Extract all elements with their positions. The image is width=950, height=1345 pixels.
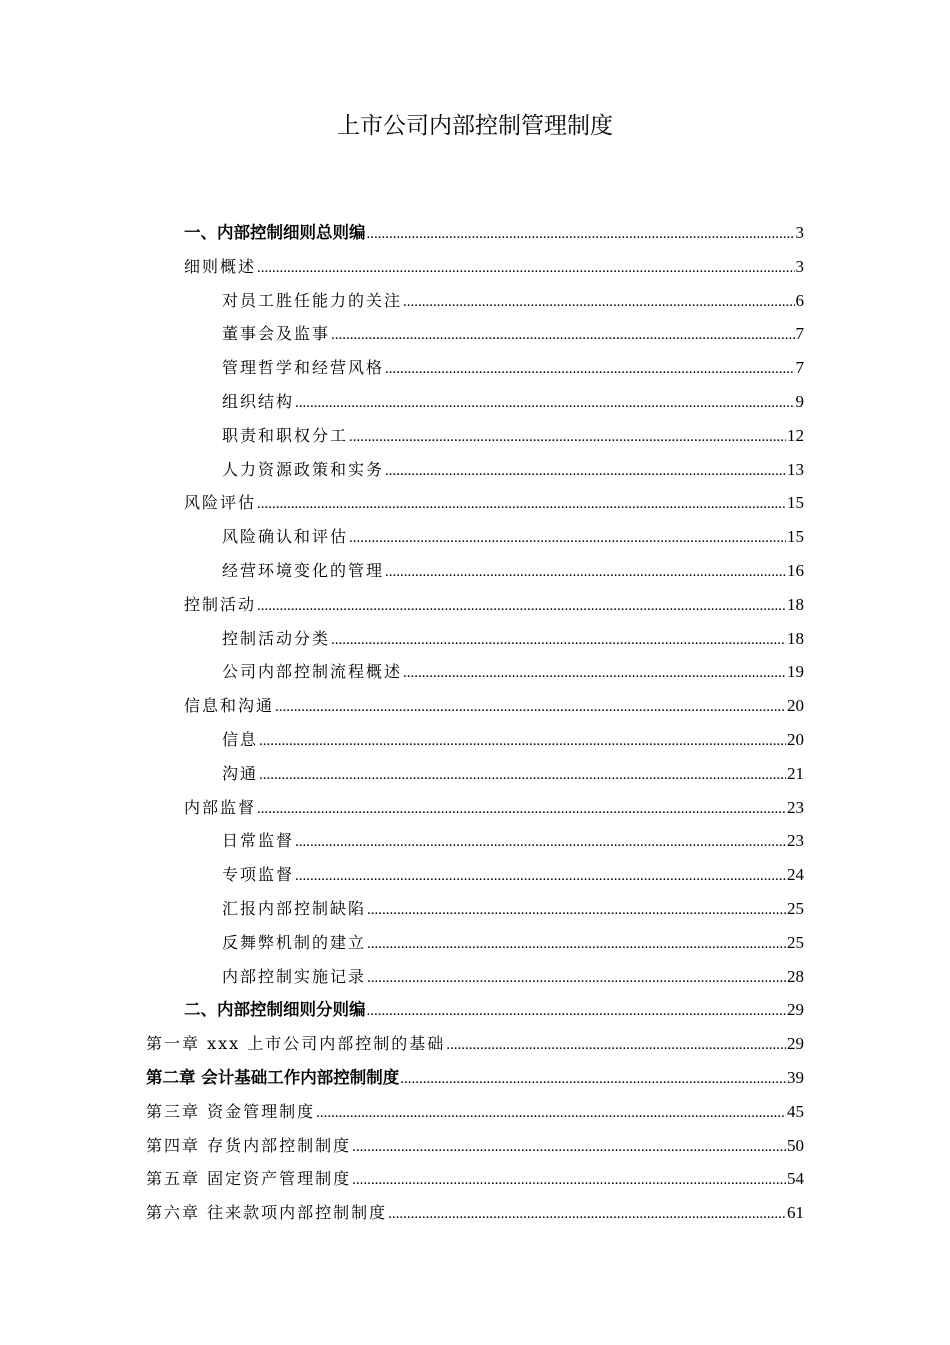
toc-entry-label: 一、内部控制细则总则编 (184, 223, 366, 242)
toc-entry-page: 9 (795, 392, 804, 411)
toc-entry[interactable] (222, 520, 804, 554)
toc-entry-label: 风险确认和评估 (222, 527, 349, 547)
toc-entry[interactable] (184, 993, 804, 1027)
toc-entry[interactable] (222, 351, 804, 385)
toc-leader-dots (403, 656, 786, 690)
toc-entry[interactable] (146, 1129, 804, 1163)
toc-entry-label: 细则概述 (184, 256, 257, 276)
toc-entry-page: 20 (787, 696, 804, 716)
toc-entry-page: 12 (787, 425, 804, 445)
toc-leader-dots (257, 792, 786, 826)
toc-leader-dots (259, 724, 786, 758)
toc-leader-dots (349, 420, 786, 454)
toc-entry-label: 沟通 (222, 763, 259, 783)
toc-leader-dots (275, 690, 786, 724)
toc-entry-label: 人力资源政策和实务 (222, 459, 385, 479)
toc-leader-dots (316, 1096, 786, 1130)
toc-entry-page: 23 (787, 797, 804, 817)
toc-entry-page: 25 (787, 899, 804, 918)
toc-entry-label: 反舞弊机制的建立 (222, 932, 367, 952)
toc-entry-label: 第一章 xxx 上市公司内部控制的基础 (146, 1034, 446, 1054)
toc-entry-page: 29 (787, 1034, 804, 1054)
toc-entry-page: 23 (787, 831, 804, 851)
toc-leader-dots (352, 1163, 786, 1197)
toc-leader-dots (257, 251, 794, 285)
toc-entry-label: 控制活动分类 (222, 628, 331, 648)
toc-leader-dots (367, 927, 786, 961)
toc-entry-label: 信息和沟通 (184, 696, 275, 716)
toc-leader-dots (446, 1028, 786, 1062)
toc-entry-page: 3 (795, 223, 804, 242)
toc-entry-label: 经营环境变化的管理 (222, 561, 385, 580)
toc-leader-dots (331, 318, 794, 352)
toc-entry[interactable] (222, 317, 804, 351)
toc-entry-label: 内部监督 (184, 797, 257, 817)
toc-entry[interactable] (222, 960, 804, 994)
toc-entry[interactable] (184, 216, 804, 250)
toc-entry-label: 汇报内部控制缺陷 (222, 899, 367, 918)
toc-entry-label: 控制活动 (184, 594, 257, 614)
toc-entry-label: 第五章 固定资产管理制度 (146, 1169, 352, 1189)
toc-leader-dots (400, 1062, 786, 1096)
toc-entry[interactable] (222, 757, 804, 791)
toc-leader-dots (385, 352, 794, 386)
toc-leader-dots (295, 386, 794, 420)
toc-entry-page: 18 (787, 594, 804, 614)
toc-entry[interactable] (184, 250, 804, 284)
toc-entry-page: 39 (787, 1068, 804, 1087)
toc-entry[interactable] (146, 1095, 804, 1129)
toc-entry-label: 董事会及监事 (222, 324, 331, 344)
toc-leader-dots (388, 1197, 786, 1231)
toc-entry-page: 15 (787, 493, 804, 513)
toc-entry[interactable] (222, 655, 804, 689)
toc-entry-label: 二、内部控制细则分则编 (184, 1000, 366, 1020)
toc-entry-page: 13 (787, 459, 804, 479)
toc-entry-label: 公司内部控制流程概述 (222, 662, 403, 682)
toc-entry[interactable] (146, 1162, 804, 1196)
toc-entry-page: 25 (787, 932, 804, 952)
toc-leader-dots (349, 521, 786, 555)
toc-entry-label: 第四章 存货内部控制制度 (146, 1135, 352, 1155)
toc-leader-dots (257, 589, 786, 623)
toc-leader-dots (295, 825, 786, 859)
toc-leader-dots (385, 555, 786, 589)
toc-leader-dots (259, 758, 786, 792)
toc-entry[interactable] (222, 892, 804, 926)
toc-entry[interactable] (222, 926, 804, 960)
toc-leader-dots (367, 994, 787, 1028)
toc-leader-dots (367, 893, 786, 927)
toc-entry-label: 专项监督 (222, 865, 295, 885)
toc-entry-page: 50 (787, 1135, 804, 1155)
toc-entry-page: 24 (787, 865, 804, 885)
toc-entry-label: 风险评估 (184, 493, 257, 513)
toc-entry[interactable] (222, 723, 804, 757)
toc-entry[interactable] (222, 419, 804, 453)
toc-entry[interactable] (146, 1196, 804, 1230)
toc-entry-page: 18 (787, 628, 804, 648)
toc-entry-page: 21 (787, 763, 804, 783)
toc-entry[interactable] (184, 588, 804, 622)
toc-entry-page: 7 (795, 358, 804, 378)
toc-entry[interactable] (222, 453, 804, 487)
toc-leader-dots (331, 623, 786, 657)
toc-entry[interactable] (222, 858, 804, 892)
toc-entry[interactable] (222, 284, 804, 318)
toc-entry-page: 29 (787, 1000, 804, 1020)
toc-entry-label: 对员工胜任能力的关注 (222, 290, 403, 310)
toc-entry[interactable] (222, 824, 804, 858)
toc-entry-page: 15 (787, 527, 804, 547)
toc-leader-dots (295, 859, 786, 893)
toc-entry-page: 28 (787, 966, 804, 986)
toc-entry-page: 7 (795, 324, 804, 344)
toc-entry-page: 45 (787, 1101, 804, 1121)
toc-leader-dots (352, 1130, 786, 1164)
toc-entry-page: 19 (787, 662, 804, 682)
toc-entry[interactable] (184, 791, 804, 825)
toc-entry-page: 6 (795, 290, 804, 310)
toc-entry-label: 内部控制实施记录 (222, 966, 367, 986)
toc-entry[interactable] (222, 554, 804, 588)
toc-entry[interactable] (146, 1061, 804, 1095)
toc-entry-label: 管理哲学和经营风格 (222, 358, 385, 378)
document-title: 上市公司内部控制管理制度 (337, 113, 613, 139)
toc-entry-label: 信息 (222, 730, 259, 749)
toc-entry-label: 日常监督 (222, 831, 295, 851)
toc-entry-page: 54 (787, 1169, 804, 1189)
toc-entry-label: 第三章 资金管理制度 (146, 1101, 316, 1121)
toc-entry-page: 16 (787, 561, 804, 580)
toc-leader-dots (257, 487, 786, 521)
toc-leader-dots (385, 454, 786, 488)
toc-entry[interactable] (222, 622, 804, 656)
toc-entry[interactable] (222, 385, 804, 419)
toc-entry-page: 20 (787, 730, 804, 749)
toc-entry-label: 组织结构 (222, 392, 295, 411)
toc-entry-page: 61 (787, 1203, 804, 1223)
toc-leader-dots (403, 285, 794, 319)
toc-entry-label: 职责和职权分工 (222, 425, 349, 445)
toc-leader-dots (367, 217, 795, 251)
toc-entry[interactable] (184, 689, 804, 723)
toc-leader-dots (367, 961, 786, 995)
toc-entry-page: 3 (795, 256, 804, 276)
toc-entry[interactable] (184, 486, 804, 520)
toc-entry-label: 第六章 往来款项内部控制制度 (146, 1203, 388, 1223)
toc-entry-label: 第二章 会计基础工作内部控制制度 (146, 1068, 400, 1087)
toc-entry[interactable] (146, 1027, 804, 1061)
